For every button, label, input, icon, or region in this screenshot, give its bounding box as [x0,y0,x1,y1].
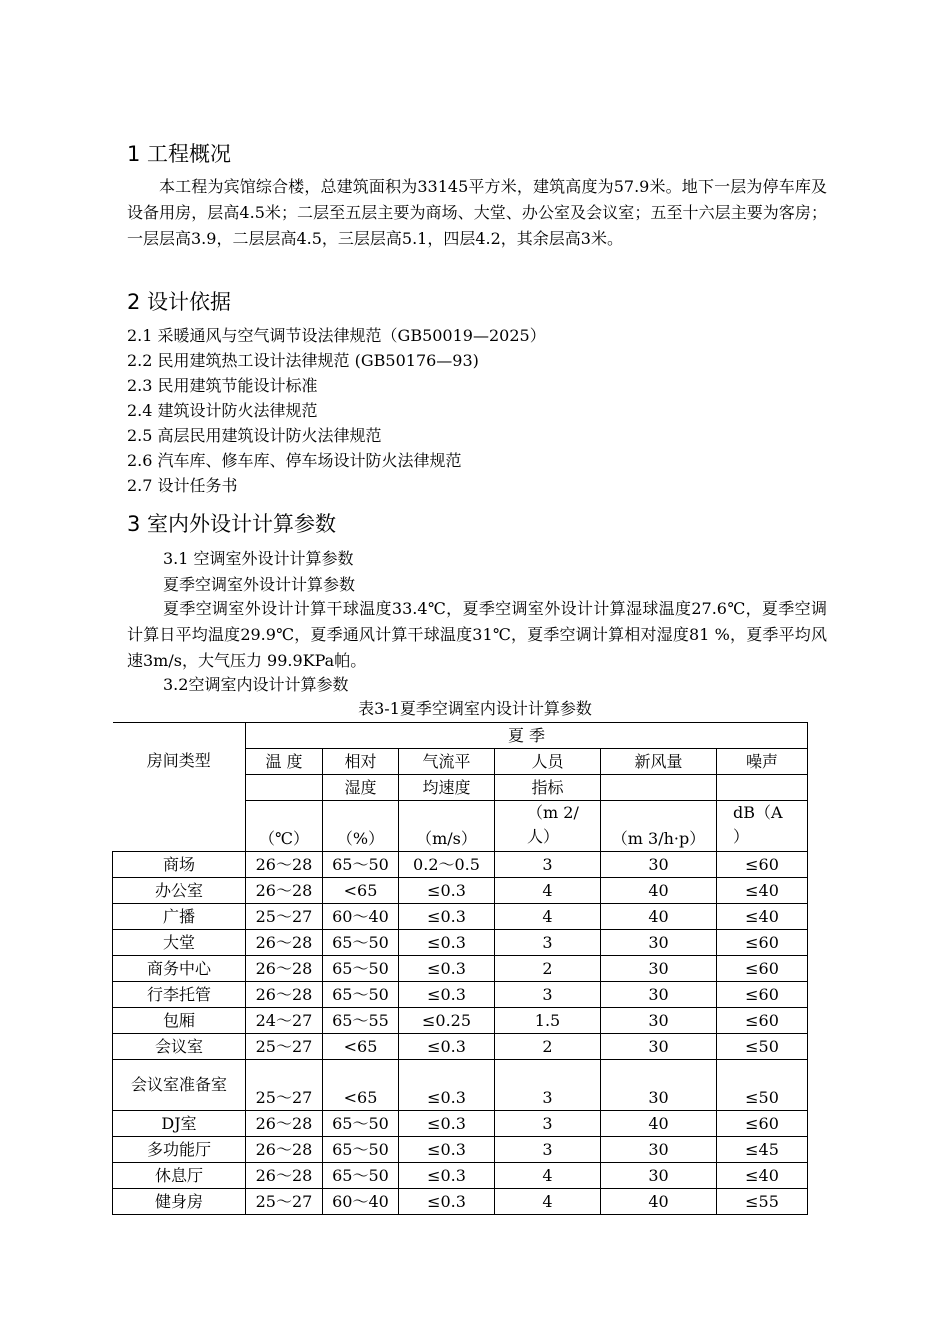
people-cell: 3 [495,852,601,878]
section-3-1-title: 3.1 空调室外设计计算参数 [163,549,354,568]
section-1-title: 1 工程概况 [127,142,232,166]
airflow-cell: ≤0.3 [399,1189,495,1215]
humidity-header-2: 湿度 [323,775,399,801]
humidity-unit: （%） [323,801,399,852]
fresh-air-cell: 40 [601,1111,717,1137]
room-cell: 广播 [113,904,246,930]
noise-cell: ≤45 [717,1137,808,1163]
noise-cell: ≤60 [717,1008,808,1034]
noise-cell: ≤60 [717,1111,808,1137]
temp-cell: 26～28 [246,1163,323,1189]
section-3-2-title: 3.2空调室内设计计算参数 [163,675,349,694]
people-cell: 3 [495,1060,601,1111]
noise-header: 噪声 [717,749,808,775]
airflow-cell: ≤0.3 [399,982,495,1008]
noise-cell: ≤60 [717,982,808,1008]
design-basis-item: 2.1 采暖通风与空气调节设法律规范（GB50019—2025） [127,326,546,345]
temp-unit: （℃） [246,801,323,852]
room-type-header: 房间类型 [113,749,246,852]
people-cell: 3 [495,930,601,956]
humidity-cell: 65～50 [323,1163,399,1189]
people-unit [495,801,601,852]
people-unit-line-2: 人） [527,827,560,846]
people-header-2: 指标 [495,775,601,801]
fresh-air-cell: 30 [601,930,717,956]
room-cell: 商务中心 [113,956,246,982]
room-cell: 办公室 [113,878,246,904]
table-row [113,878,808,904]
noise-cell: ≤40 [717,1163,808,1189]
table-row [113,1008,808,1034]
temp-cell: 26～28 [246,1137,323,1163]
room-cell: 商场 [113,852,246,878]
temp-cell: 25～27 [246,904,323,930]
humidity-cell: <65 [323,1060,399,1111]
people-cell: 3 [495,982,601,1008]
temp-header: 温 度 [246,749,323,775]
fresh-air-cell: 30 [601,1137,717,1163]
airflow-cell: ≤0.3 [399,956,495,982]
table-caption: 表3-1夏季空调室内设计计算参数 [358,699,592,718]
airflow-header: 气流平 [399,749,495,775]
airflow-header-2: 均速度 [399,775,495,801]
temp-cell: 25～27 [246,1034,323,1060]
people-cell: 2 [495,1034,601,1060]
temp-cell: 26～28 [246,1111,323,1137]
airflow-cell: ≤0.3 [399,1060,495,1111]
table-row [113,852,808,878]
design-basis-item: 2.2 民用建筑热工设计法律规范 (GB50176—93) [127,351,479,370]
noise-unit [717,801,808,852]
section-2-title: 2 设计依据 [127,290,232,314]
section-3-title: 3 室内外设计计算参数 [127,512,337,536]
people-cell: 4 [495,1189,601,1215]
airflow-cell: ≤0.3 [399,1034,495,1060]
section-3-1-body: 夏季空调室外设计计算干球温度33.4℃，夏季空调室外设计计算湿球温度27.6℃，夏季空调计算日平均温度29.9℃，夏季通风计算干球温度31℃，夏季空调计算相对湿度81 %，夏季平均风速3m/s，大气压力 99.9KPa帕。 [127,599,827,670]
airflow-cell: ≤0.3 [399,878,495,904]
fresh-air-cell: 30 [601,1060,717,1111]
indoor-design-parameters-table [112,722,808,1215]
room-cell: 包厢 [113,1008,246,1034]
section-3-1-subtitle: 夏季空调室外设计计算参数 [163,575,356,594]
noise-cell: ≤60 [717,930,808,956]
airflow-cell: ≤0.3 [399,1137,495,1163]
fresh-air-cell: 40 [601,1189,717,1215]
fresh-air-cell: 30 [601,1034,717,1060]
section-1-body: 本工程为宾馆综合楼，总建筑面积为33145平方米，建筑高度为57.9米。地下一层为停车库及设备用房，层高4.5米；二层至五层主要为商场、大堂、办公室及会议室；五至十六层主要为客房；一层层高3.9，二层层高4.5，三层层高5.1，四层4.2，其余层高3米。 [127,177,827,248]
airflow-cell: ≤0.3 [399,930,495,956]
table-row [113,956,808,982]
airflow-cell: ≤0.3 [399,1111,495,1137]
design-basis-item: 2.6 汽车库、修车库、停车场设计防火法律规范 [127,451,462,470]
people-cell: 4 [495,878,601,904]
temp-cell: 26～28 [246,878,323,904]
people-cell: 1.5 [495,1008,601,1034]
table-corner-cell [113,723,246,749]
room-cell: DJ室 [113,1111,246,1137]
fresh-air-cell: 40 [601,878,717,904]
noise-unit-line-2: ） [733,827,750,846]
room-cell: 休息厅 [113,1163,246,1189]
design-basis-item: 2.3 民用建筑节能设计标准 [127,376,318,395]
temp-cell: 25～27 [246,1060,323,1111]
humidity-header: 相对 [323,749,399,775]
table-row [113,1189,808,1215]
airflow-cell: ≤0.25 [399,1008,495,1034]
fresh-air-cell: 40 [601,904,717,930]
table-row [113,982,808,1008]
room-cell: 会议室准备室 [113,1060,246,1111]
temp-cell: 26～28 [246,982,323,1008]
noise-cell: ≤60 [717,956,808,982]
design-basis-item: 2.4 建筑设计防火法律规范 [127,401,318,420]
table-row [113,1137,808,1163]
humidity-cell: 60～40 [323,1189,399,1215]
noise-unit-line-1: dB（A [733,803,783,822]
table-row [113,1163,808,1189]
humidity-cell: 65～50 [323,982,399,1008]
table-row [113,930,808,956]
people-cell: 3 [495,1111,601,1137]
design-basis-item: 2.7 设计任务书 [127,476,238,495]
humidity-cell: 65～50 [323,930,399,956]
humidity-cell: 65～50 [323,852,399,878]
room-cell: 大堂 [113,930,246,956]
airflow-cell: ≤0.3 [399,904,495,930]
noise-cell: ≤40 [717,878,808,904]
humidity-cell: 65～50 [323,1111,399,1137]
humidity-cell: 65～50 [323,1137,399,1163]
fresh-air-cell: 30 [601,982,717,1008]
fresh-air-unit: （m 3/h·p） [601,801,717,852]
fresh-air-cell: 30 [601,1163,717,1189]
room-cell: 会议室 [113,1034,246,1060]
fresh-air-header: 新风量 [601,749,717,775]
people-header: 人员 [495,749,601,775]
humidity-cell: 65～55 [323,1008,399,1034]
humidity-cell: <65 [323,1034,399,1060]
noise-cell: ≤60 [717,852,808,878]
noise-cell: ≤50 [717,1060,808,1111]
humidity-cell: 60～40 [323,904,399,930]
table-row [113,1060,808,1111]
temp-cell: 25～27 [246,1189,323,1215]
table-row [113,904,808,930]
people-cell: 2 [495,956,601,982]
noise-cell: ≤40 [717,904,808,930]
fresh-air-cell: 30 [601,1008,717,1034]
airflow-cell: ≤0.3 [399,1163,495,1189]
people-cell: 4 [495,904,601,930]
table-row [113,1111,808,1137]
temp-cell: 24～27 [246,1008,323,1034]
people-cell: 3 [495,1137,601,1163]
noise-cell: ≤50 [717,1034,808,1060]
airflow-cell: 0.2～0.5 [399,852,495,878]
design-basis-item: 2.5 高层民用建筑设计防火法律规范 [127,426,382,445]
humidity-cell: <65 [323,878,399,904]
table-row [113,1034,808,1060]
fresh-air-cell: 30 [601,852,717,878]
temp-cell: 26～28 [246,852,323,878]
people-cell: 4 [495,1163,601,1189]
humidity-cell: 65～50 [323,956,399,982]
people-unit-line-1: （m 2/ [527,803,579,822]
temp-cell: 26～28 [246,930,323,956]
room-cell: 行李托管 [113,982,246,1008]
noise-cell: ≤55 [717,1189,808,1215]
room-cell: 多功能厅 [113,1137,246,1163]
airflow-unit: （m/s） [399,801,495,852]
fresh-air-cell: 30 [601,956,717,982]
temp-cell: 26～28 [246,956,323,982]
season-header: 夏 季 [246,723,808,749]
room-cell: 健身房 [113,1189,246,1215]
